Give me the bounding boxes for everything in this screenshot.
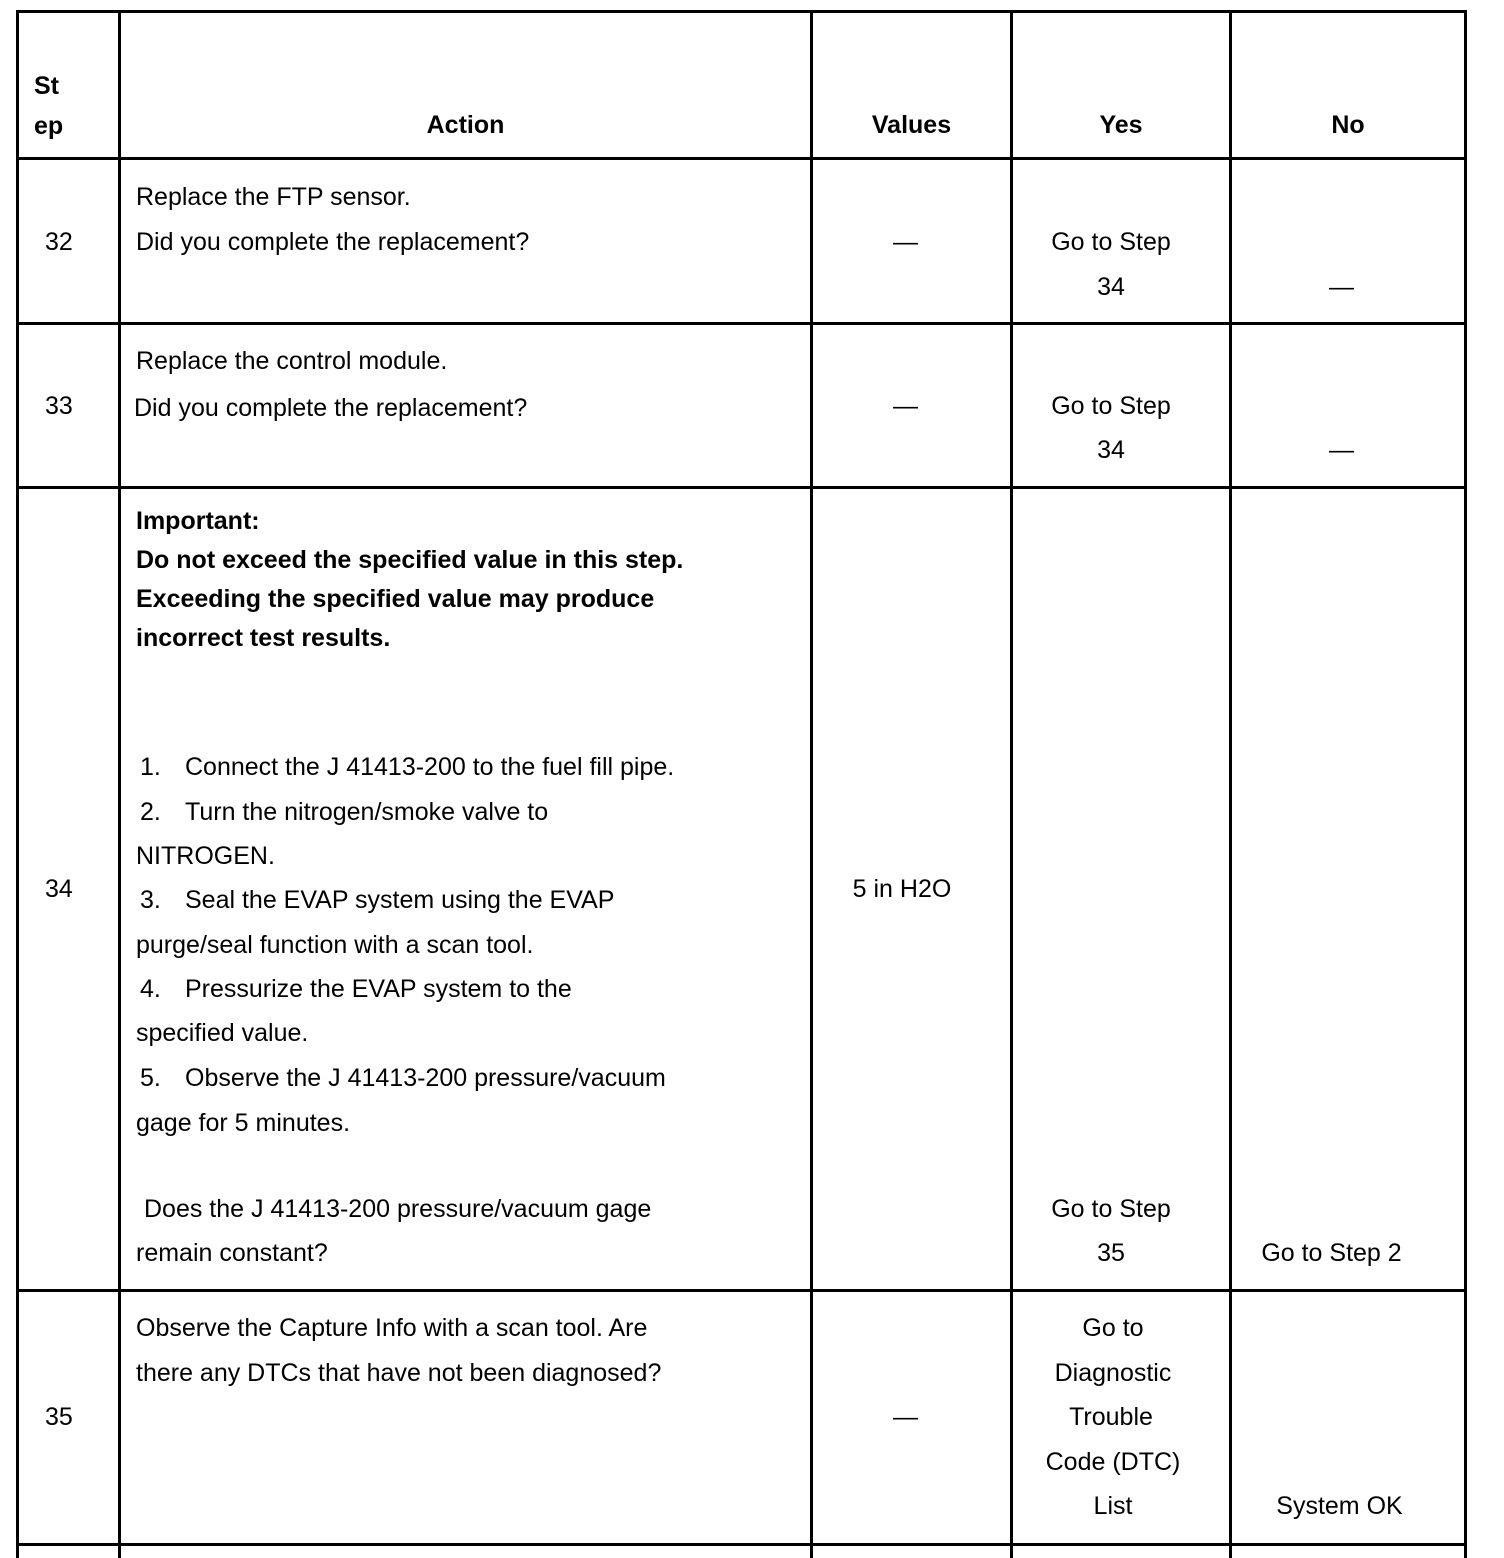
step-number: 34 — [45, 875, 73, 903]
important-title: Important: — [136, 507, 260, 535]
important-note: Do not exceed the specified value in this step. — [136, 546, 684, 574]
list-item: Observe the J 41413-200 pressure/vacuum — [185, 1064, 666, 1092]
header-yes: Yes — [1099, 111, 1143, 139]
no-link[interactable]: Go to Step 2 — [1261, 1239, 1402, 1267]
table-rule — [17, 322, 1467, 325]
table-rule — [17, 1543, 1467, 1546]
list-item-number: 1. — [140, 753, 161, 781]
action-text: Observe the Capture Info with a scan tool. Are — [136, 1314, 648, 1342]
yes-link-step[interactable]: 35 — [1097, 1239, 1125, 1267]
action-question: Did you complete the replacement? — [136, 228, 530, 256]
list-item-number: 2. — [140, 798, 161, 826]
table-rule — [1464, 10, 1467, 1558]
yes-link[interactable]: Go to — [1082, 1314, 1144, 1342]
table-rule — [17, 10, 1467, 13]
table-rule — [1229, 10, 1232, 1558]
no-text: — — [1329, 273, 1354, 301]
list-item: Pressurize the EVAP system to the — [185, 975, 572, 1003]
list-item-continued: specified value. — [136, 1019, 309, 1047]
yes-link[interactable]: Go to Step — [1051, 392, 1171, 420]
list-item-number: 5. — [140, 1064, 161, 1092]
header-values: Values — [871, 111, 952, 139]
yes-link[interactable]: Code (DTC) — [1045, 1448, 1181, 1476]
yes-link-step[interactable]: 34 — [1097, 273, 1125, 301]
action-text: Replace the control module. — [136, 347, 448, 375]
table-rule — [17, 157, 1467, 160]
list-item-number: 3. — [140, 886, 161, 914]
value-text: — — [893, 392, 918, 420]
important-note: Exceeding the specified value may produce — [136, 585, 655, 613]
header-step-line2: ep — [34, 112, 64, 140]
list-item-number: 4. — [140, 975, 161, 1003]
header-action: Action — [426, 111, 505, 139]
step-number: 33 — [45, 392, 73, 420]
yes-link-step[interactable]: 34 — [1097, 436, 1125, 464]
no-text: System OK — [1276, 1492, 1403, 1520]
list-item: Turn the nitrogen/smoke valve to — [185, 798, 549, 826]
action-question: Does the J 41413-200 pressure/vacuum gage — [144, 1195, 652, 1223]
value-text: 5 in H2O — [852, 875, 952, 903]
important-note: incorrect test results. — [136, 624, 391, 652]
yes-link[interactable]: List — [1093, 1492, 1133, 1520]
yes-link[interactable]: Go to Step — [1051, 1195, 1171, 1223]
table-rule — [17, 486, 1467, 489]
table-rule — [17, 1289, 1467, 1292]
yes-link[interactable]: Go to Step — [1051, 228, 1171, 256]
list-item: Seal the EVAP system using the EVAP — [185, 886, 615, 914]
value-text: — — [893, 228, 918, 256]
header-no: No — [1331, 111, 1365, 139]
table-rule — [16, 10, 19, 1558]
list-item: Connect the J 41413-200 to the fuel fill pipe. — [185, 753, 675, 781]
header-step-line1: St — [34, 72, 59, 100]
step-number: 32 — [45, 228, 73, 256]
yes-link[interactable]: Diagnostic — [1054, 1359, 1172, 1387]
list-item-continued: gage for 5 minutes. — [136, 1109, 351, 1137]
table-rule — [118, 10, 121, 1558]
action-question: there any DTCs that have not been diagnosed? — [136, 1359, 662, 1387]
value-text: — — [893, 1403, 918, 1431]
list-item-continued: NITROGEN. — [136, 842, 275, 870]
yes-link[interactable]: Trouble — [1069, 1403, 1153, 1431]
action-question: Did you complete the replacement? — [134, 394, 528, 422]
list-item-continued: purge/seal function with a scan tool. — [136, 931, 534, 959]
action-text: Replace the FTP sensor. — [136, 183, 411, 211]
action-question: remain constant? — [136, 1239, 328, 1267]
step-number: 35 — [45, 1403, 73, 1431]
no-text: — — [1329, 436, 1354, 464]
